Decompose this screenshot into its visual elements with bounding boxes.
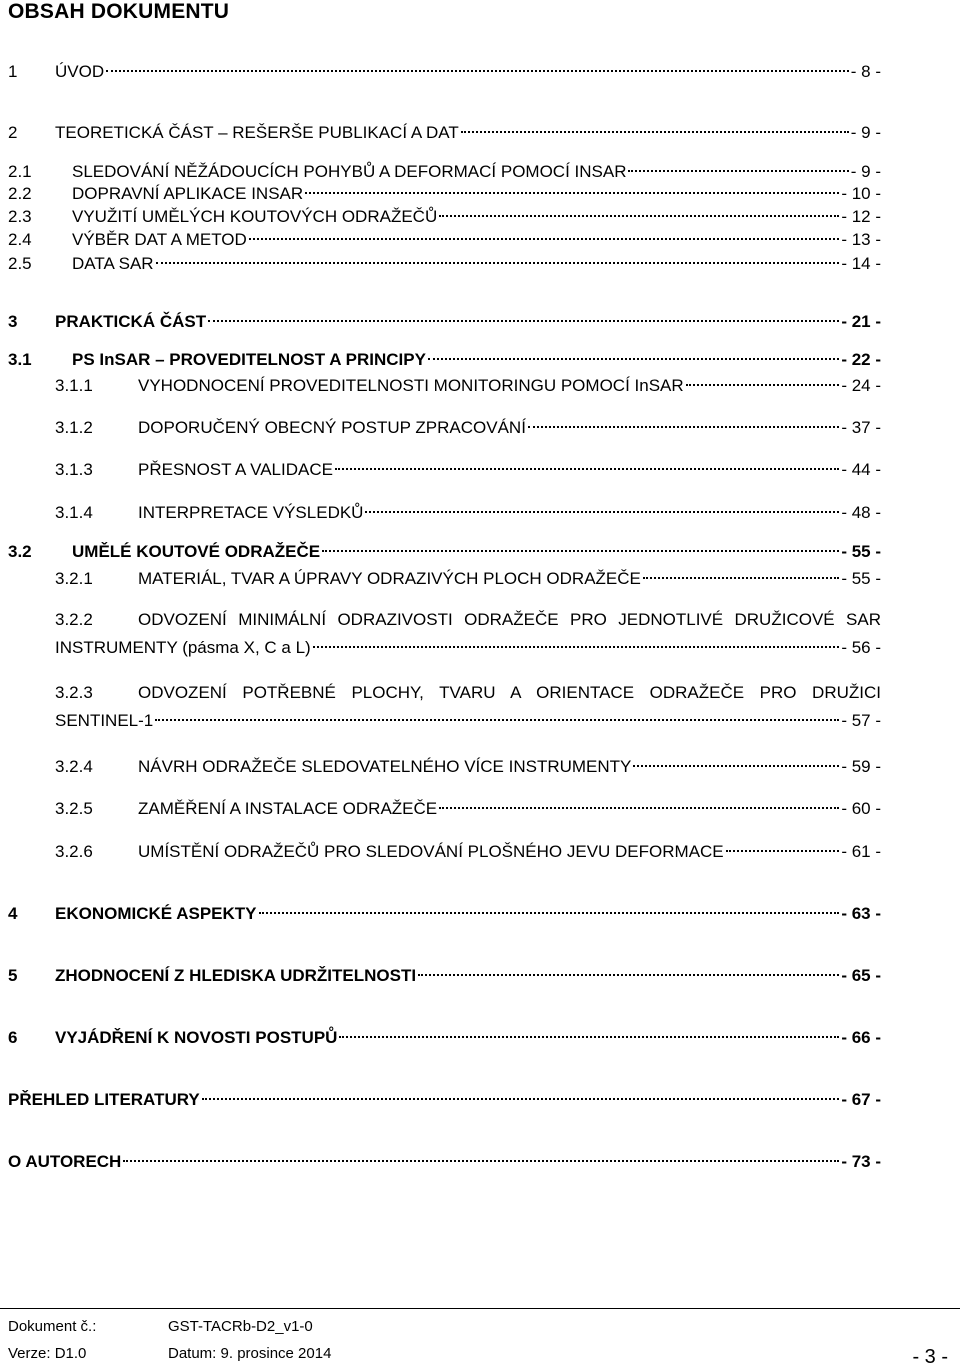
toc-page: - 55 - — [841, 569, 881, 588]
toc-title: DATA SAR — [72, 254, 154, 273]
toc-entry-3-2-1[interactable] — [0, 564, 960, 594]
toc-number: 3.2.6 — [55, 842, 93, 861]
toc-entry-4[interactable] — [0, 899, 960, 929]
toc-title: PŘESNOST A VALIDACE — [138, 460, 333, 479]
toc-title: UMĚLÉ KOUTOVÉ ODRAŽEČE — [72, 542, 321, 561]
toc-title: TEORETICKÁ ČÁST – REŠERŠE PUBLIKACÍ A DAT — [55, 123, 459, 142]
toc-page: - 10 - — [841, 184, 881, 203]
toc-title: VYHODNOCENÍ PROVEDITELNOSTI MONITORINGU POMOCÍ InSAR — [138, 376, 684, 395]
toc-title: PŘEHLED LITERATURY — [8, 1090, 200, 1109]
toc-page: - 59 - — [841, 757, 881, 776]
toc-page: - 66 - — [841, 1028, 881, 1047]
toc-number: 6 — [8, 1028, 18, 1047]
toc-number: 4 — [8, 904, 18, 923]
footer-doc-label: Dokument č.: — [8, 1318, 97, 1335]
toc-page: - 24 - — [841, 376, 881, 395]
toc-entry-3-1-2[interactable] — [0, 413, 960, 443]
toc-page: - 9 - — [850, 123, 881, 142]
toc-page: - 21 - — [841, 312, 881, 331]
toc-title: ODVOZENÍ MINIMÁLNÍ ODRAZIVOSTI ODRAŽEČE PRO JEDNOTLIVÉ DRUŽICOVÉ SAR — [138, 610, 881, 629]
toc-page: - 37 - — [841, 418, 881, 437]
toc-number: 3.1 — [8, 350, 32, 369]
toc-number: 3 — [8, 312, 18, 331]
toc-entry-1[interactable] — [0, 57, 960, 87]
toc-number: 2.1 — [8, 162, 32, 181]
toc-page: - 61 - — [841, 842, 881, 861]
toc-page: - 22 - — [841, 350, 881, 369]
toc-entry-3-1-4[interactable] — [0, 498, 960, 528]
toc-entry-3-2-5[interactable] — [0, 794, 960, 824]
toc-title: UMÍSTĚNÍ ODRAŽEČŮ PRO SLEDOVÁNÍ PLOŠNÉHO JEVU DEFORMACE — [138, 842, 724, 861]
toc-title: ÚVOD — [55, 62, 105, 81]
toc-page: - 56 - — [841, 638, 881, 657]
toc-title: VÝBĚR DAT A METOD — [72, 230, 247, 249]
toc-entry-bibliography[interactable] — [0, 1085, 960, 1115]
toc-number: 3.1.2 — [55, 418, 93, 437]
toc-title: NÁVRH ODRAŽEČE SLEDOVATELNÉHO VÍCE INSTRUMENTY — [138, 757, 632, 776]
toc-entry-3-1-1[interactable] — [0, 371, 960, 401]
toc-page: - 48 - — [841, 503, 881, 522]
toc-title: O AUTORECH — [8, 1152, 122, 1171]
toc-page: - 8 - — [850, 62, 881, 81]
toc-page: - 13 - — [841, 230, 881, 249]
toc-title: SLEDOVÁNÍ NĚŽÁDOUCÍCH POHYBŮ A DEFORMACÍ POMOCÍ INSAR — [72, 162, 627, 181]
toc-page: - 73 - — [841, 1152, 881, 1171]
toc-page: - 63 - — [841, 904, 881, 923]
page-number: - 3 - — [912, 1346, 948, 1368]
toc-title: DOPRAVNÍ APLIKACE INSAR — [72, 184, 304, 203]
toc-number: 3.2.1 — [55, 569, 93, 588]
footer-date: Datum: 9. prosince 2014 — [168, 1345, 332, 1362]
toc-entry-authors[interactable] — [0, 1147, 960, 1177]
toc-number: 2.5 — [8, 254, 32, 273]
toc-title: ZHODNOCENÍ Z HLEDISKA UDRŽITELNOSTI — [55, 966, 417, 985]
toc-title: VYUŽITÍ UMĚLÝCH KOUTOVÝCH ODRAŽEČŮ — [72, 207, 438, 226]
toc-entry-3-2[interactable] — [0, 537, 960, 567]
toc-title: ZAMĚŘENÍ A INSTALACE ODRAŽEČE — [138, 799, 438, 818]
toc-title: PS InSAR – PROVEDITELNOST A PRINCIPY — [72, 350, 426, 369]
toc-page: - 9 - — [850, 162, 881, 181]
toc-page: - 57 - — [841, 711, 881, 730]
toc-page: - 14 - — [841, 254, 881, 273]
toc-number: 3.1.3 — [55, 460, 93, 479]
toc-page: - 65 - — [841, 966, 881, 985]
toc-number: 3.2.5 — [55, 799, 93, 818]
toc-entry-2[interactable] — [0, 118, 960, 148]
toc-title-continued: INSTRUMENTY (pásma X, C a L) — [55, 638, 311, 657]
footer-divider — [0, 1308, 960, 1309]
footer-version: Verze: D1.0 — [8, 1345, 87, 1362]
toc-title: MATERIÁL, TVAR A ÚPRAVY ODRAZIVÝCH PLOCH ODRAŽEČE — [138, 569, 641, 588]
toc-entry-3-2-6[interactable] — [0, 837, 960, 867]
toc-page: - 67 - — [841, 1090, 881, 1109]
toc-title: DOPORUČENÝ OBECNÝ POSTUP ZPRACOVÁNÍ — [138, 418, 526, 437]
toc-number: 3.2.3 — [55, 683, 93, 702]
toc-number: 3.2 — [8, 542, 32, 561]
toc-entry-3[interactable] — [0, 307, 960, 337]
toc-entry-2-5[interactable] — [0, 249, 960, 279]
toc-title: VYJÁDŘENÍ K NOVOSTI POSTUPŮ — [55, 1028, 338, 1047]
toc-title: PRAKTICKÁ ČÁST — [55, 312, 207, 331]
toc-page: - 60 - — [841, 799, 881, 818]
toc-entry-3-1-3[interactable] — [0, 455, 960, 485]
toc-number: 2.3 — [8, 207, 32, 226]
document-title: OBSAH DOKUMENTU — [8, 0, 230, 23]
toc-title: INTERPRETACE VÝSLEDKŮ — [138, 503, 364, 522]
toc-entry-6[interactable] — [0, 1023, 960, 1053]
toc-number: 3.2.4 — [55, 757, 93, 776]
toc-number: 3.1.1 — [55, 376, 93, 395]
toc-number: 2.2 — [8, 184, 32, 203]
toc-number: 2 — [8, 123, 18, 142]
toc-entry-3-2-4[interactable] — [0, 752, 960, 782]
toc-page: - 12 - — [841, 207, 881, 226]
footer-doc-value: GST-TACRb-D2_v1-0 — [168, 1318, 313, 1335]
toc-number: 3.2.2 — [55, 610, 93, 629]
toc-title: ODVOZENÍ POTŘEBNÉ PLOCHY, TVARU A ORIENTACE ODRAŽEČE PRO DRUŽICI — [138, 683, 881, 702]
toc-number: 3.1.4 — [55, 503, 93, 522]
toc-entry-5[interactable] — [0, 961, 960, 991]
toc-title: EKONOMICKÉ ASPEKTY — [55, 904, 257, 923]
toc-page: - 55 - — [841, 542, 881, 561]
toc-page: - 44 - — [841, 460, 881, 479]
toc-number: 1 — [8, 62, 18, 81]
toc-title-continued: SENTINEL-1 — [55, 711, 154, 730]
toc-number: 5 — [8, 966, 18, 985]
toc-number: 2.4 — [8, 230, 32, 249]
